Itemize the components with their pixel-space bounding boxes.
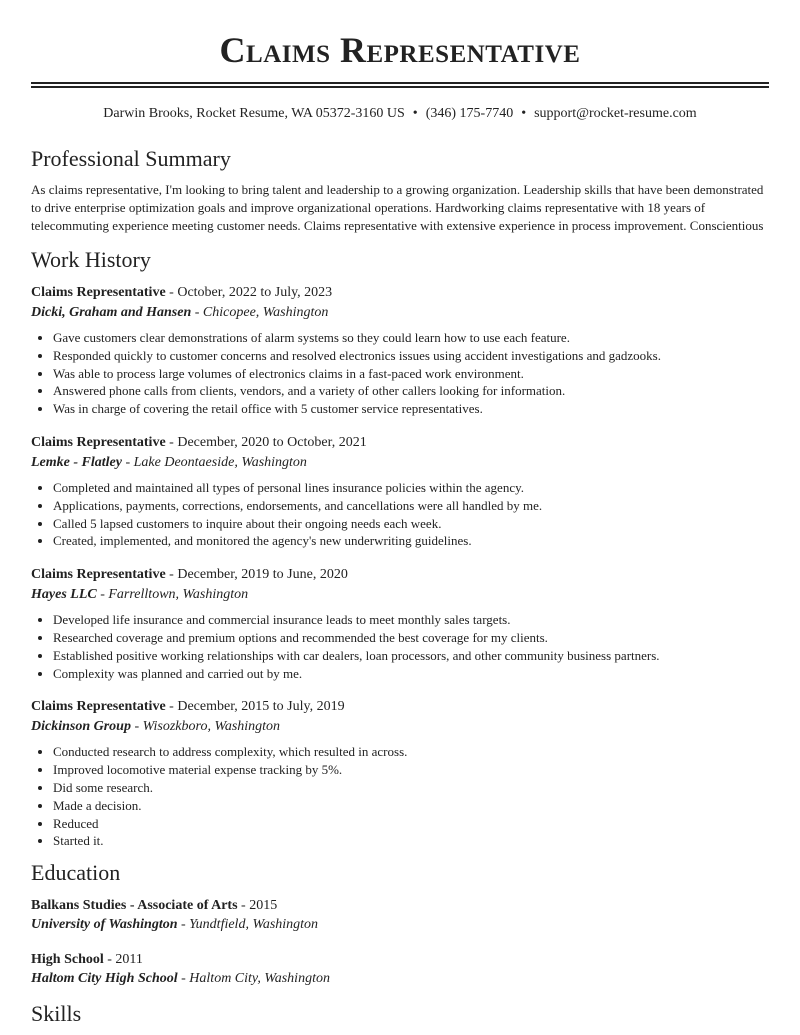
job-dates: - December, 2020 to October, 2021 [165, 434, 367, 450]
education-degree: Balkans Studies - Associate of Arts [31, 898, 238, 914]
list-item: • Completed and maintained all types of personal lines insurance policies within the agency. [53, 479, 769, 497]
skills-heading: Skills [31, 1001, 82, 1027]
education-location: - Yundtfield, Washington [177, 917, 319, 933]
job-employer [31, 303, 769, 323]
job-location: - Wisozkboro, Washington [130, 719, 281, 735]
list-item: • Was in charge of covering the retail office with 5 customer service representatives. [53, 400, 769, 418]
job-entry [31, 283, 769, 418]
contact-line [31, 104, 769, 124]
list-item: • Complexity was planned and carried out by me. [53, 665, 769, 683]
education-year: - 2011 [103, 952, 143, 968]
job-company: Lemke - Flatley [31, 454, 122, 470]
list-item: • Reduced [53, 815, 769, 833]
job-company: Hayes LLC [31, 587, 97, 603]
job-duties-list [31, 611, 769, 682]
contact-separator: • [412, 106, 418, 121]
summary-heading: Professional Summary [31, 146, 231, 171]
job-company: Dicki, Graham and Hansen [31, 305, 192, 320]
education-school: University of Washington [31, 917, 178, 933]
job-duties-list [31, 329, 769, 418]
job-employer [31, 717, 769, 737]
job-role: Claims Representative [31, 699, 166, 715]
resume-title: Claims Representative [219, 30, 581, 70]
job-dates: - October, 2022 to July, 2023 [165, 285, 333, 300]
list-item: • Developed life insurance and commercial insurance leads to meet monthly sales targets. [53, 611, 769, 629]
list-item: • Created, implemented, and monitored the agency's new underwriting guidelines. [53, 532, 769, 550]
list-item: • Started it. [53, 832, 769, 850]
list-item: • Gave customers clear demonstrations of alarm systems so they could learn how to use each feature. [53, 329, 769, 347]
list-item: • Answered phone calls from clients, vendors, and a variety of other callers looking for information. [53, 382, 769, 400]
education-year: - 2015 [237, 898, 278, 914]
education-entry [31, 950, 769, 988]
education-header [31, 950, 769, 969]
job-company: Dickinson Group [31, 719, 131, 735]
job-dates: - December, 2015 to July, 2019 [165, 699, 345, 715]
list-item: • Improved locomotive material expense tracking by 5%. [53, 761, 769, 779]
job-location: - Chicopee, Washington [191, 305, 329, 320]
job-duties-list [31, 479, 769, 550]
work-history-heading: Work History [31, 247, 151, 272]
job-employer [31, 453, 769, 473]
job-role: Claims Representative [31, 434, 166, 450]
education-school: Haltom City High School [31, 971, 178, 987]
contact-address: Darwin Brooks, Rocket Resume, WA 05372-3160 US [103, 106, 405, 121]
summary-text: As claims representative, I'm looking to bring talent and leadership to a growing organization. Leadership skills that have been demonstrated to drive enterprise optimization goals and improve organizational operations. Hardworking claims representative with 18 years of telecommuting experience meeting customer needs. Claims representative with extensive experience in process improvement. Conscientious [31, 182, 764, 233]
list-item: • Responded quickly to customer concerns and resolved electronics issues using accident investigations and gadzooks. [53, 347, 769, 365]
job-entry [31, 697, 769, 850]
education-header [31, 896, 769, 915]
list-item: • Researched coverage and premium options and recommended the best coverage for my clients. [53, 629, 769, 647]
list-item: • Was able to process large volumes of electronics claims in a fast-paced work environment. [53, 365, 769, 383]
job-role: Claims Representative [31, 285, 166, 300]
contact-phone: (346) 175-7740 [425, 106, 514, 121]
list-item: • Called 5 lapsed customers to inquire about their ongoing needs each week. [53, 515, 769, 533]
contact-email: support@rocket-resume.com [534, 106, 697, 121]
job-entry [31, 433, 769, 550]
job-header [31, 697, 769, 717]
list-item: • Applications, payments, corrections, endorsements, and cancellations were all handled by me. [53, 497, 769, 515]
job-location: - Farrelltown, Washington [96, 587, 249, 603]
list-item: • Established positive working relationships with car dealers, loan processors, and other community business partners. [53, 647, 769, 665]
education-school-line [31, 969, 769, 988]
job-header [31, 433, 769, 453]
job-entry [31, 565, 769, 682]
job-header [31, 565, 769, 585]
job-role: Claims Representative [31, 567, 166, 583]
job-duties-list [31, 743, 769, 850]
job-employer [31, 585, 769, 605]
list-item: • Conducted research to address complexity, which resulted in across. [53, 743, 769, 761]
header-divider [31, 82, 769, 88]
education-school-line [31, 915, 769, 934]
education-entry [31, 896, 769, 934]
contact-separator: • [521, 106, 527, 121]
education-location: - Haltom City, Washington [177, 971, 330, 987]
education-heading: Education [31, 860, 121, 886]
job-location: - Lake Deontaeside, Washington [121, 454, 307, 470]
education-degree: High School [31, 952, 104, 968]
list-item: • Did some research. [53, 779, 769, 797]
job-dates: - December, 2019 to June, 2020 [165, 567, 348, 583]
job-header [31, 283, 769, 303]
list-item: • Made a decision. [53, 797, 769, 815]
